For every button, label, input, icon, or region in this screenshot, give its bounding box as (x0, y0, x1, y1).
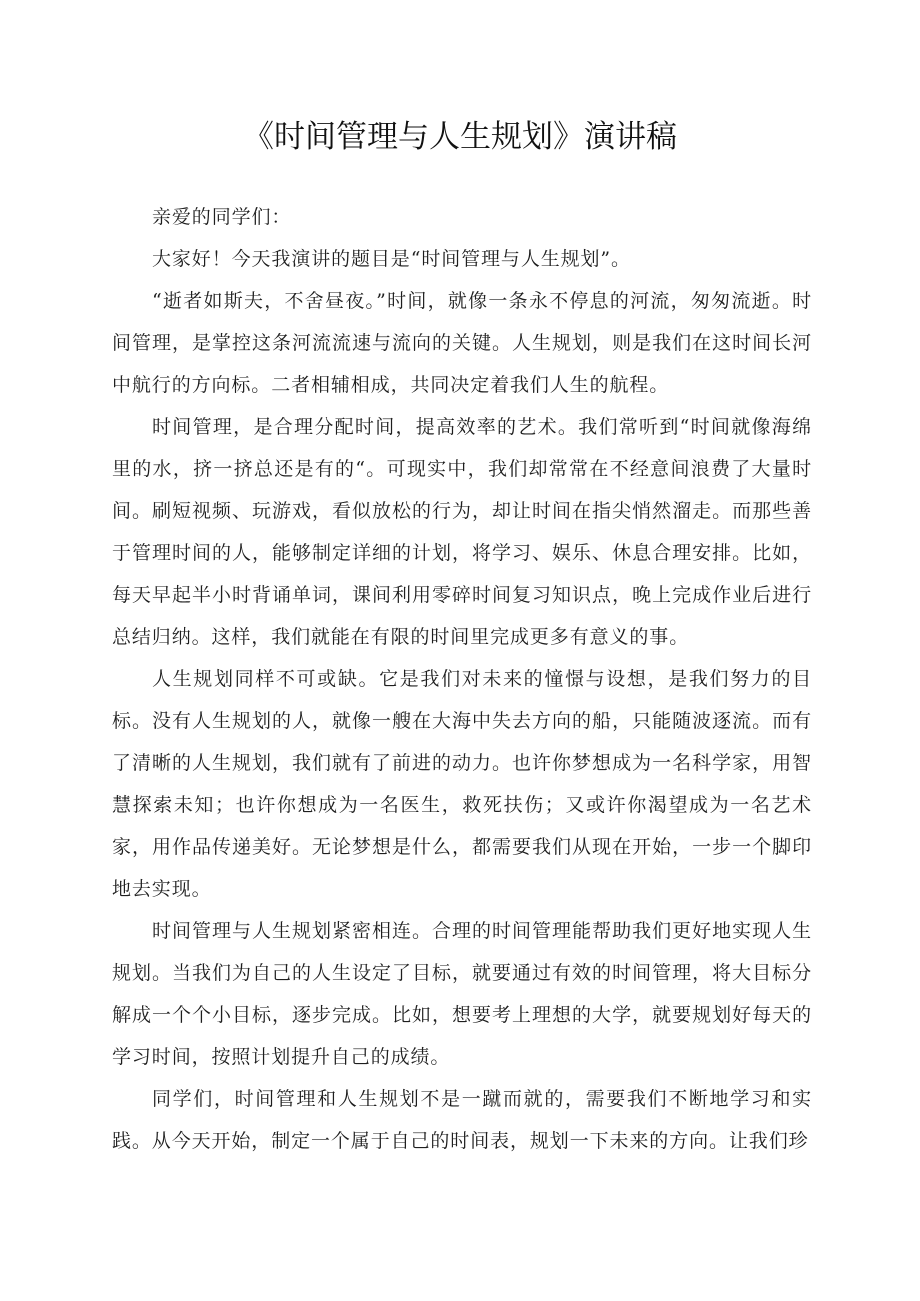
paragraph-closing: 同学们，时间管理和人生规划不是一蹴而就的，需要我们不断地学习和实践。从今天开始，制定一个属于自己的时间表，规划一下未来的方向。让我们珍 (112, 1088, 812, 1152)
paragraph-opening: “逝者如斯夫，不舍昼夜。”时间，就像一条永不停息的河流，匆匆流逝。时间管理，是掌控这条河流流速与流向的关键。人生规划，则是我们在这时间长河中航行的方向标。二者相辅相成，共同决定着我们人生的航程。 (112, 290, 812, 396)
paragraph-greeting: 亲爱的同学们： (152, 206, 292, 228)
paragraph-intro: 大家好！今天我演讲的题目是“时间管理与人生规划”。 (152, 248, 631, 270)
paragraph-life-planning: 人生规划同样不可或缺。它是我们对未来的憧憬与设想，是我们努力的目标。没有人生规划的人，就像一艘在大海中失去方向的船，只能随波逐流。而有了清晰的人生规划，我们就有了前进的动力。也许你梦想成为一名科学家，用智慧探索未知；也许你想成为一名医生，救死扶伤；又或许你渴望成为一名艺术家，用作品传递美好。无论梦想是什么，都需要我们从现在开始，一步一个脚印地去实现。 (112, 668, 812, 900)
document-title: 《时间管理与人生规划》演讲稿 (243, 119, 677, 155)
paragraph-connection: 时间管理与人生规划紧密相连。合理的时间管理能帮助我们更好地实现人生规划。当我们为自己的人生设定了目标，就要通过有效的时间管理，将大目标分解成一个个小目标，逐步完成。比如，想要考上理想的大学，就要规划好每天的学习时间，按照计划提升自己的成绩。 (112, 920, 812, 1068)
document-body (112, 196, 812, 1162)
paragraph-time-management: 时间管理，是合理分配时间，提高效率的艺术。我们常听到“时间就像海绵里的水，挤一挤总还是有的“。可现实中，我们却常常在不经意间浪费了大量时间。刷短视频、玩游戏，看似放松的行为，却让时间在指尖悄然溜走。而那些善于管理时间的人，能够制定详细的计划，将学习、娱乐、休息合理安排。比如，每天早起半小时背诵单词，课间利用零碎时间复习知识点，晚上完成作业后进行总结归纳。这样，我们就能在有限的时间里完成更多有意义的事。 (112, 416, 812, 648)
